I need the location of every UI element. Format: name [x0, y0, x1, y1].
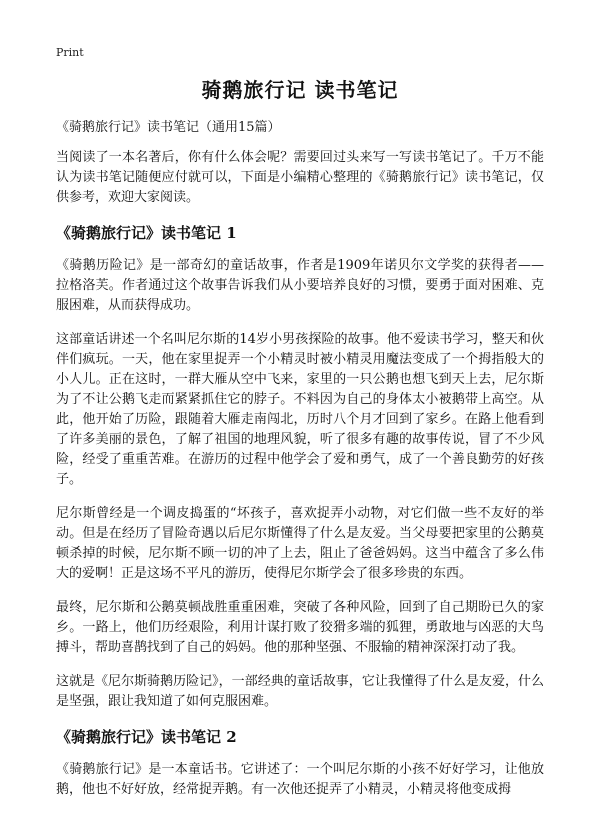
paragraph: 尼尔斯曾经是一个调皮捣蛋的“坏孩子，喜欢捉弄小动物，对它们做一些不友好的举动。但是在经历了冒险奇遇以后尼尔斯懂得了什么是友爱。当父母要把家里的公鹅莫顿杀掉的时候，尼尔斯不顾一切的冲了上去，阻止了爸爸妈妈。这当中蕴含了多么伟大的爱啊！正是这场不平凡的游历，使得尼尔斯学会了很多珍贵的东西。 — [56, 506, 544, 581]
paragraph: 最终，尼尔斯和公鹅莫顿战胜重重困难，突破了各种风险，回到了自己期盼已久的家乡。一路上，他们历经艰险，利用计谋打败了狡猾多端的狐狸，勇敢地与凶恶的大鸟搏斗，帮助喜鹊找到了自己的妈妈。他的那种坚强、不服输的精神深深打动了我。 — [56, 600, 544, 655]
print-label[interactable]: Print — [56, 46, 84, 59]
intro-paragraph: 当阅读了一本名著后，你有什么体会呢？需要回过头来写一写读书笔记了。千万不能认为读书笔记随便应付就可以，下面是小编精心整理的《骑鹅旅行记》读书笔记，仅供参考，欢迎大家阅读。 — [56, 150, 544, 205]
document-body — [56, 118, 544, 814]
paragraph: 《骑鹅旅行记》是一本童话书。它讲述了：一个叫尼尔斯的小孩不好好学习，让他放鹅，他也不好好放，经常捉弄鹅。有一次他还捉弄了小精灵，小精灵将他变成拇 — [56, 762, 544, 797]
document-subtitle: 《骑鹅旅行记》读书笔记（通用15篇） — [56, 120, 281, 135]
paragraph: 《骑鹅历险记》是一部奇幻的童话故事，作者是1909年诺贝尔文学奖的获得者——拉格洛芙。作者通过这个故事告诉我们从小要培养良好的习惯，要勇于面对困难、克服困难，从而获得成功。 — [56, 258, 544, 313]
section-heading-1: 《骑鹅旅行记》读书笔记 1 — [56, 224, 237, 242]
paragraph: 这就是《尼尔斯骑鹅历险记》，一部经典的童话故事，它让我懂得了什么是友爱，什么是坚强，跟让我知道了如何克服困难。 — [56, 674, 544, 709]
section-heading-2: 《骑鹅旅行记》读书笔记 2 — [56, 728, 237, 746]
document-title: 骑鹅旅行记 读书笔记 — [201, 78, 399, 102]
paragraph: 这部童话讲述一个名叫尼尔斯的14岁小男孩探险的故事。他不爱读书学习，整天和伙伴们疯玩。一天，他在家里捉弄一个小精灵时被小精灵用魔法变成了一个拇指般大的小人儿。正在这时，一群大雁从空中飞来，家里的一只公鹅也想飞到天上去，尼尔斯为了不让公鹅飞走而紧紧抓住它的脖子。不料因为自己的身体太小被鹅带上高空。从此，他开始了历险，跟随着大雁走南闯北，历时八个月才回到了家乡。在路上他看到了许多美丽的景色，了解了祖国的地理风貌，听了很多有趣的故事传说，冒了不少风险，经受了重重苦难。在游历的过程中他学会了爱和勇气，成了一个善良勤劳的好孩子。 — [56, 332, 544, 487]
